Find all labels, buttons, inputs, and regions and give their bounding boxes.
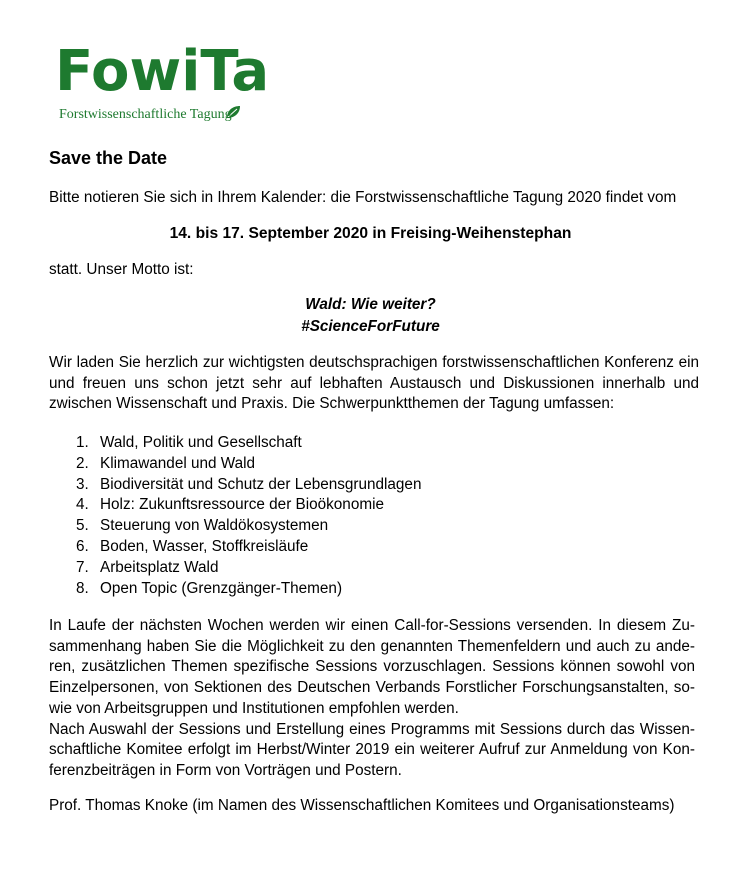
topic-number: 1. bbox=[76, 434, 89, 451]
topic-number: 5. bbox=[76, 517, 89, 535]
paragraph-line: Einzelpersonen, von Sektionen des Deutschen Verbands Forstlicher Forschungsanstalten, so- bbox=[49, 679, 695, 697]
motto-intro-text: statt. Unser Motto ist: bbox=[49, 261, 194, 278]
topic-item bbox=[76, 475, 421, 496]
topic-text: Wald, Politik und Gesellschaft bbox=[100, 434, 302, 451]
paragraph-line: sammenhang haben Sie die Möglichkeit zu den genannten Themenfeldern und auch zu ande- bbox=[49, 637, 695, 655]
event-date-line: 14. bis 17. September 2020 in Freising-Weihenstephan bbox=[169, 225, 572, 242]
topic-text: Biodiversität und Schutz der Lebensgrundlagen bbox=[100, 475, 422, 493]
topic-number: 2. bbox=[76, 454, 89, 472]
invitation-paragraph: Wir laden Sie herzlich zur wichtigsten deutschsprachigen forstwissenschaftlichen Konferenz ein und freuen uns schon jetzt sehr auf lebhaften Austausch und Diskussionen innerhalb und zwischen Wissenschaft und Praxis. Die Schwerpunktthemen der Tagung umfassen: bbox=[49, 354, 699, 413]
motto-line-2: #ScienceForFuture bbox=[301, 318, 440, 335]
topic-number: 4. bbox=[76, 496, 89, 514]
paragraph-line: Nach Auswahl der Sessions und Erstellung eines Programms mit Sessions durch das Wissen- bbox=[49, 720, 695, 738]
topic-item bbox=[76, 433, 421, 454]
topic-text: Steuerung von Waldökosystemen bbox=[100, 517, 329, 535]
fowita-logo bbox=[55, 39, 270, 125]
logo-wordmark: FowiTa bbox=[55, 39, 270, 104]
topic-number: 6. bbox=[76, 537, 89, 555]
topic-text: Klimawandel und Wald bbox=[100, 454, 256, 472]
paragraph-line: schaftliche Komitee erfolgt im Herbst/Winter 2019 ein weiterer Aufruf zur Anmeldung von Kon- bbox=[49, 741, 695, 759]
topic-item bbox=[76, 454, 421, 475]
logo-subtitle: Forstwissenschaftliche Tagung bbox=[59, 107, 232, 122]
topic-item bbox=[76, 537, 421, 558]
intro-text: Bitte notieren Sie sich in Ihrem Kalender: die Forstwissenschaftliche Tagung 2020 findet vom bbox=[49, 189, 677, 206]
topic-item bbox=[76, 516, 421, 537]
paragraph-line: wie von Arbeitsgruppen und Institutionen empfohlen werden. bbox=[49, 699, 459, 717]
topic-item bbox=[76, 579, 421, 600]
topic-number: 3. bbox=[76, 475, 89, 493]
signature: Prof. Thomas Knoke (im Namen des Wissenschaftlichen Komitees und Organisationsteams) bbox=[49, 797, 675, 814]
page-title: Save the Date bbox=[49, 148, 168, 168]
call-for-sessions-paragraph bbox=[49, 616, 695, 782]
topic-number: 7. bbox=[76, 558, 89, 576]
topic-text: Open Topic (Grenzgänger-Themen) bbox=[100, 579, 343, 597]
topics-list bbox=[76, 433, 421, 599]
paragraph-line: ferenzbeiträgen in Form von Vorträgen und Postern. bbox=[49, 761, 402, 779]
motto-line-1: Wald: Wie weiter? bbox=[305, 296, 436, 313]
topic-text: Holz: Zukunftsressource der Bioökonomie bbox=[100, 496, 384, 514]
topic-item bbox=[76, 558, 421, 579]
paragraph-line: In Laufe der nächsten Wochen werden wir einen Call-for-Sessions versenden. In diesem Zu- bbox=[49, 617, 695, 634]
topic-text: Arbeitsplatz Wald bbox=[100, 558, 219, 576]
paragraph-line: ren, zusätzlichen Themen spezifische Sessions vorzuschlagen. Sessions können sowohl von bbox=[49, 658, 695, 676]
topic-item bbox=[76, 495, 421, 516]
topic-number: 8. bbox=[76, 579, 89, 597]
topic-text: Boden, Wasser, Stoffkreisläufe bbox=[100, 537, 309, 555]
